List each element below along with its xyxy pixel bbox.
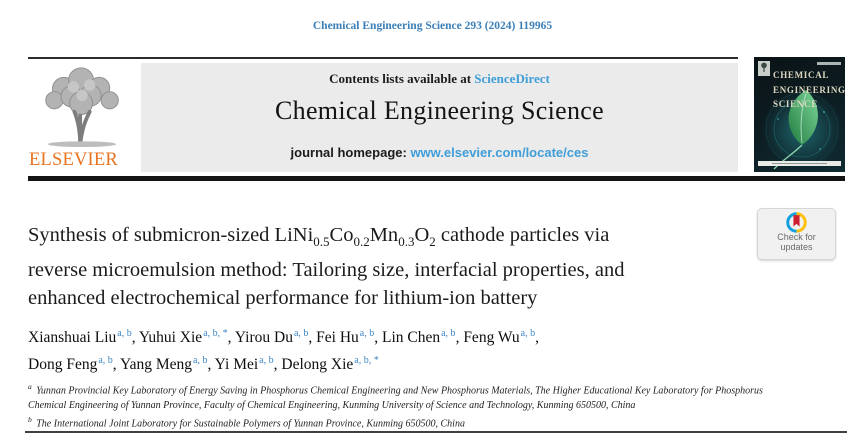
title-segment: Mn [369, 224, 399, 246]
elsevier-wordmark: ELSEVIER [29, 150, 118, 170]
journal-homepage-link[interactable]: www.elsevier.com/locate/ces [410, 145, 589, 160]
author-name: Feng Wu [463, 329, 520, 347]
crossmark-icon [786, 212, 807, 233]
contents-text: Contents lists available at [329, 71, 475, 86]
homepage-text: journal homepage: [290, 145, 411, 160]
title-segment: cathode particles via [435, 224, 610, 246]
author-name: Yuhui Xie [138, 329, 203, 347]
elsevier-tree-icon [34, 64, 132, 148]
affiliation-label: a [28, 382, 32, 391]
author-affiliation-superscript: a, b [193, 354, 208, 366]
cover-issn-microtext [817, 62, 841, 65]
title-segment: 0.5 [313, 234, 330, 250]
check-badge-line1: Check for [777, 232, 816, 242]
author-name: Fei Hu [316, 329, 359, 347]
article-title [28, 221, 773, 312]
cover-title-line: SCIENCE [773, 99, 818, 109]
author-affiliation-superscript: a, b [259, 354, 274, 366]
title-segment: 2 [429, 234, 436, 250]
title-segment: 0.2 [353, 234, 370, 250]
journal-cover-thumbnail[interactable] [754, 57, 845, 172]
journal-citation: Chemical Engineering Science 293 (2024) 119965 [312, 20, 553, 32]
cover-footer-strip [758, 161, 841, 166]
author-affiliation-superscript: a, b [359, 328, 375, 339]
cover-title-line: CHEMICAL [773, 70, 830, 80]
author-affiliation-superscript: a, b [117, 328, 132, 339]
homepage-line [141, 145, 738, 160]
journal-title: Chemical Engineering Science [275, 96, 604, 125]
author-list: Xianshuai Liu$^{a, b}$, Yuhui Xie$^{a, b, *}$, Yirou Du$^{a, b}$, Fei Hu$^{a, b}$, Lin Chen$^{a, b}$, Feng Wu$^{a, b}$, Dong Feng$^{a, b}$, Yang Meng$^{a, b}$, Yi Mei$^{a, b}$, Delong Xie$^{a, b, *}$ [28, 328, 539, 373]
cover-mini-tree-icon [760, 62, 768, 73]
author-name: Yirou Du [234, 329, 293, 347]
title-segment: reverse microemulsion method: Tailoring size, interfacial properties, and [28, 259, 625, 282]
title-segment: 0.3 [398, 234, 415, 250]
elsevier-logo[interactable] [28, 63, 141, 172]
header-bottom-rule [28, 176, 845, 181]
title-segment: enhanced electrochemical performance for lithium-ion battery [28, 287, 538, 310]
affiliation-line: $^b$ The International Joint Laboratory for Sustainable Polymers of Yunnan Province, Kunming 650500, China [28, 415, 465, 430]
affiliations [28, 380, 775, 432]
title-segment: Synthesis of submicron-sized LiNi [28, 224, 314, 246]
author-name: Lin Chen [381, 329, 441, 347]
author-name: Yi Mei [214, 355, 259, 373]
affiliation-line: $^a$ Yunnan Provincial Key Laboratory of Energy Saving in Phosphorus Chemical Engineering and New Phosphorus Materials, The Higher Educational Key Laboratory for Phosphorus Chemical Engineering of Yunnan Province, Faculty of Chemical Engineering, Kunming University of Science and Technology, Kunming 650500, China [28, 382, 763, 411]
section-divider [25, 431, 847, 433]
author-name: Dong Feng [28, 355, 98, 373]
author-name: Yang Meng [119, 355, 193, 373]
header-top-rule [28, 57, 738, 59]
sciencedirect-link[interactable]: ScienceDirect [474, 71, 550, 86]
author-affiliation-superscript: a, b [441, 328, 456, 339]
journal-banner [141, 63, 738, 172]
affiliation-label: b [28, 415, 32, 425]
cover-title [773, 68, 846, 112]
cover-elsevier-mini-logo [758, 61, 770, 76]
author-name: Delong Xie [281, 355, 354, 373]
contents-line [141, 71, 738, 87]
author-affiliation-superscript: a, b [98, 354, 113, 366]
title-segment: Co [329, 224, 354, 246]
check-badge-line2: updates [780, 241, 813, 252]
author-affiliation-superscript: a, b [520, 328, 536, 339]
author-affiliation-superscript: a, b, * [203, 328, 228, 339]
title-segment: O [414, 224, 430, 246]
author-name: Xianshuai Liu [28, 329, 117, 347]
author-affiliation-superscript: a, b, * [354, 354, 379, 366]
cover-title-line: ENGINEERING [773, 84, 846, 95]
author-affiliation-superscript: a, b [293, 328, 309, 339]
